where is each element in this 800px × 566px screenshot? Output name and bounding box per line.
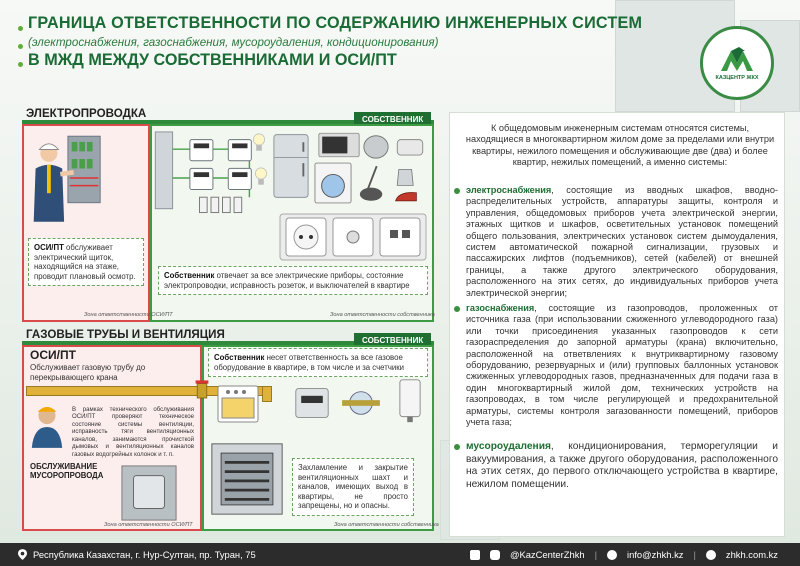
item-bold: газоснабжения — [466, 303, 535, 313]
boiler-icon — [398, 378, 422, 424]
footer-address-block — [18, 549, 256, 560]
info-item-electric — [466, 185, 778, 299]
website-icon — [706, 550, 716, 560]
logo-mark-icon — [717, 45, 757, 73]
info-intro: К общедомовым инженерным системам относятся системы, находящиеся в многоквартирном жилом доме за пределами или внутри квартиры, нежилого помещения и обслуживающие две (два) и более квартир, нежилых помещений, а именно системы: — [465, 123, 775, 168]
footer — [0, 543, 800, 566]
garbage-chute-icon — [120, 464, 178, 522]
note-bold: Собственник — [214, 353, 265, 362]
multicooker-icon — [362, 132, 390, 160]
water-meter-icon — [342, 386, 380, 420]
email-icon — [607, 550, 617, 560]
gas-section-title: ГАЗОВЫЕ ТРУБЫ И ВЕНТИЛЯЦИЯ — [26, 328, 225, 341]
info-item-gas — [466, 303, 778, 428]
logo-text: КАЗЦЕНТР ЖКХ — [715, 75, 759, 81]
gas-valve-icon — [194, 378, 210, 402]
logo — [700, 26, 774, 100]
sockets-icon — [278, 212, 428, 262]
item-text: , кондиционирования, терморегуляции и вакуумирования, а также другого оборудования, расположенного на этих сетях, до первого отключающего устройства в квартире, нежилом помещении. — [466, 441, 778, 490]
fridge-icon — [272, 130, 310, 202]
title-bullet-icon — [18, 44, 23, 49]
title-bullet-icon — [18, 62, 23, 67]
electric-owner-note — [158, 266, 428, 295]
gas-osi-desc: Обслуживает газовую трубу до перекрывающего крана — [30, 363, 146, 382]
electric-section-title: ЭЛЕКТРОПРОВОДКА — [26, 107, 147, 120]
gas-pipe-vertical — [262, 386, 272, 402]
location-pin-icon — [18, 549, 27, 560]
item-text: , состоящие из газопроводов, проложенных от источника газа (при использовании сжиженного углеводородного газа) или точки присоединения указанных газопроводов к сети газораспределения до запорной арматуры (крана) включительно, расположенной на ответвлениях к внутриквартирному газовому оборудованию, резервуарных и (или) групповых баллонных установок сжиженных углеводородных газов, предназначенных для подачи газа в один многоквартирный жилой дом, технических устройств на газопроводах, в том числе регулирующей и предохранительной арматуры, системы контроля загазованности помещений, приборов учета газа; — [466, 303, 778, 428]
header — [28, 14, 668, 70]
item-bold: мусороудаления — [466, 441, 551, 452]
page-title: ГРАНИЦА ОТВЕТСТВЕННОСТИ ПО СОДЕРЖАНИЮ ИНЖЕНЕРНЫХ СИСТЕМ — [28, 14, 643, 32]
gas-osi-title: ОСИ/ПТ — [30, 348, 76, 362]
gas-owner-tag: СОБСТВЕННИК — [354, 333, 431, 348]
electric-owner-tag: СОБСТВЕННИК — [354, 112, 431, 127]
zone-owner-label: Зона ответственности собственника — [330, 312, 435, 318]
gas-owner-note — [208, 348, 428, 377]
garbage-title: ОБСЛУЖИВАНИЕ МУСОРОПРОВОДА — [30, 462, 104, 481]
footer-email[interactable]: info@zhkh.kz — [627, 549, 684, 560]
item-text: , состоящие из вводных шкафов, вводно-распределительных устройств, аппаратуры защиты, контроля и управления, общедомовых приборов учета электрической энергии, этажных щитков и шкафов, осветительных установок помещений общего пользования, электрических установок систем дымоудаления, систем автоматической пожарной сигнализации, грузовых и пассажирских лифтов (подъемников), сетей (кабелей) от внешней границы, а также другого электрического оборудования, расположенного на этих сетях, до индивидуальных приборов учета электрической энергии; — [466, 185, 778, 298]
note-text: обслуживает электрический щиток, находящийся на этаже, проводит плановый осмотр. — [34, 243, 136, 281]
footer-contacts — [470, 549, 778, 560]
iron-icon — [392, 188, 420, 204]
microwave-icon — [318, 132, 360, 158]
item-bold: электроснабжения — [466, 185, 552, 195]
ventilation-grille-icon — [210, 442, 284, 516]
footer-address: Республика Казахстан, г. Нур-Султан, пр. Туран, 75 — [33, 549, 256, 560]
bullet-icon — [454, 188, 460, 194]
page-title-line2: В МЖД МЕЖДУ СОБСТВЕННИКАМИ И ОСИ/ПТ — [28, 51, 397, 69]
zone-osi-label: Зона ответственности ОСИ/ПТ — [84, 312, 173, 318]
note-bold: Собственник — [164, 271, 215, 280]
facebook-icon — [470, 550, 480, 560]
washing-machine-icon — [314, 162, 352, 204]
kettle-icon — [394, 162, 418, 188]
separator: | — [693, 549, 696, 560]
bullet-icon — [454, 444, 460, 450]
worker-icon — [28, 402, 66, 450]
footer-site[interactable]: zhkh.com.kz — [725, 549, 778, 560]
bullet-icon — [454, 306, 460, 312]
footer-social[interactable]: @KazCenterZhkh — [509, 549, 585, 560]
zone-owner-label: Зона ответственности собственника — [334, 522, 439, 528]
page-subtitle: (электроснабжения, газоснабжения, мусороудаления, кондиционирования) — [28, 36, 439, 49]
gas-stove-icon — [216, 384, 260, 424]
gas-meter-icon — [294, 386, 330, 420]
zone-osi-label: Зона ответственности ОСИ/ПТ — [104, 522, 193, 528]
electrician-icon — [28, 128, 104, 228]
lamp-icon — [254, 166, 268, 188]
separator: | — [594, 549, 598, 560]
lamp-icon — [252, 132, 266, 154]
title-bullet-icon — [18, 26, 23, 31]
note-text: несет ответственность за все газовое оборудование в квартире, в том числе и за счетчики — [214, 353, 404, 372]
note-text: отвечает за все электрические приборы, состояние электропроводки, исправность розеток, и выключателей в квартире — [164, 271, 410, 290]
gas-maint-note: В рамках технического обслуживания ОСИ/ПТ проверяют техническое состояние системы вентиляции, исправность тяги вентиляционных каналов, занимаются прочисткой дымовых и вентиляционных каналов газовых водогрейных колонок и т. п. — [72, 406, 194, 458]
info-item-garbage — [466, 441, 778, 492]
instagram-icon — [490, 550, 500, 560]
toaster-icon — [396, 136, 424, 156]
note-bold: ОСИ/ПТ — [34, 243, 64, 252]
vacuum-icon — [358, 164, 386, 202]
vent-note: Захламление и закрытие вентиляционных шахт и каналов, имеющих выход в квартиры, не просто запрещены, но и опасны. — [292, 458, 414, 516]
electric-osi-note — [28, 238, 144, 286]
info-panel — [449, 112, 785, 537]
